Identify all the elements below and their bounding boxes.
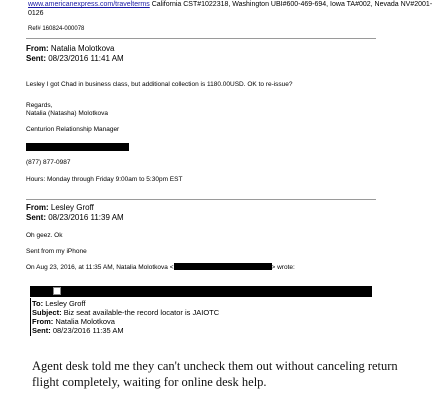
wrote-prefix: On Aug 23, 2016, at 11:35 AM, Natalia Molotkova <	[26, 264, 174, 271]
quote-border	[30, 298, 31, 336]
from-name: Lesley Groff	[50, 203, 94, 212]
email1-from	[26, 44, 115, 54]
license-numbers: California CST#1022318, Washington UBI#600-469-694, Iowa TA#002, Nevada NV#2001-	[149, 1, 432, 8]
travel-terms-link[interactable]: www.americanexpress.com/travelterms	[28, 1, 150, 8]
sent-label: Sent:	[26, 54, 46, 63]
terms-line-continued: 0126	[28, 10, 44, 17]
email1-body: Lesley I got Chad in business class, but additional collection is 1180.00USD. OK to re-issue?	[26, 81, 293, 88]
subject-label: Subject:	[32, 308, 62, 317]
email1-sent	[26, 54, 124, 64]
divider	[26, 38, 376, 39]
sent-date: 08/23/2016 11:41 AM	[48, 54, 124, 63]
email1-signature-name: Natalia (Natasha) Molotkova	[26, 110, 109, 117]
email2-sent-from: Sent from my iPhone	[26, 248, 87, 255]
email2-wrote-line	[26, 263, 295, 272]
subject-text: Biz seat available-the record locator is JAIOTC	[63, 308, 220, 317]
from-label: From:	[32, 317, 54, 326]
quoted-sent	[32, 326, 124, 335]
quoted-subject	[32, 308, 219, 317]
sent-label: Sent:	[32, 326, 51, 335]
from-label: From:	[26, 44, 49, 53]
agent-desk-note: Agent desk told me they can't uncheck them out without canceling return flight completely, waiting for online desk help.	[32, 359, 398, 389]
to-name: Lesley Groff	[45, 299, 86, 308]
wrote-suffix: > wrote:	[271, 264, 295, 271]
email2-sent	[26, 213, 124, 223]
reference-number: Ref# 160824-000078	[28, 26, 85, 32]
from-label: From:	[26, 203, 49, 212]
divider	[26, 199, 376, 200]
sent-label: Sent:	[26, 213, 46, 222]
quoted-from	[32, 317, 115, 326]
email1-phone: (877) 877-0987	[26, 159, 71, 166]
from-name: Natalia Molotkova	[55, 317, 115, 326]
email2-from	[26, 203, 94, 213]
email1-signature-title: Centurion Relationship Manager	[26, 126, 120, 133]
email2-body: Oh geez. Ok	[26, 232, 63, 239]
from-name: Natalia Molotkova	[50, 44, 115, 53]
email1-hours: Hours: Monday through Friday 9:00am to 5:30pm EST	[26, 176, 183, 183]
sent-date: 08/23/2016 11:39 AM	[48, 213, 124, 222]
terms-line	[28, 0, 432, 9]
to-label: To:	[32, 299, 44, 308]
sent-date: 08/23/2016 11:35 AM	[52, 326, 124, 335]
quoted-header-bar	[30, 286, 372, 297]
redaction-bar	[26, 143, 129, 151]
email1-regards: Regards,	[26, 102, 53, 109]
broken-image-icon	[53, 287, 61, 295]
redaction-bar	[174, 263, 272, 270]
quoted-to	[32, 299, 86, 308]
